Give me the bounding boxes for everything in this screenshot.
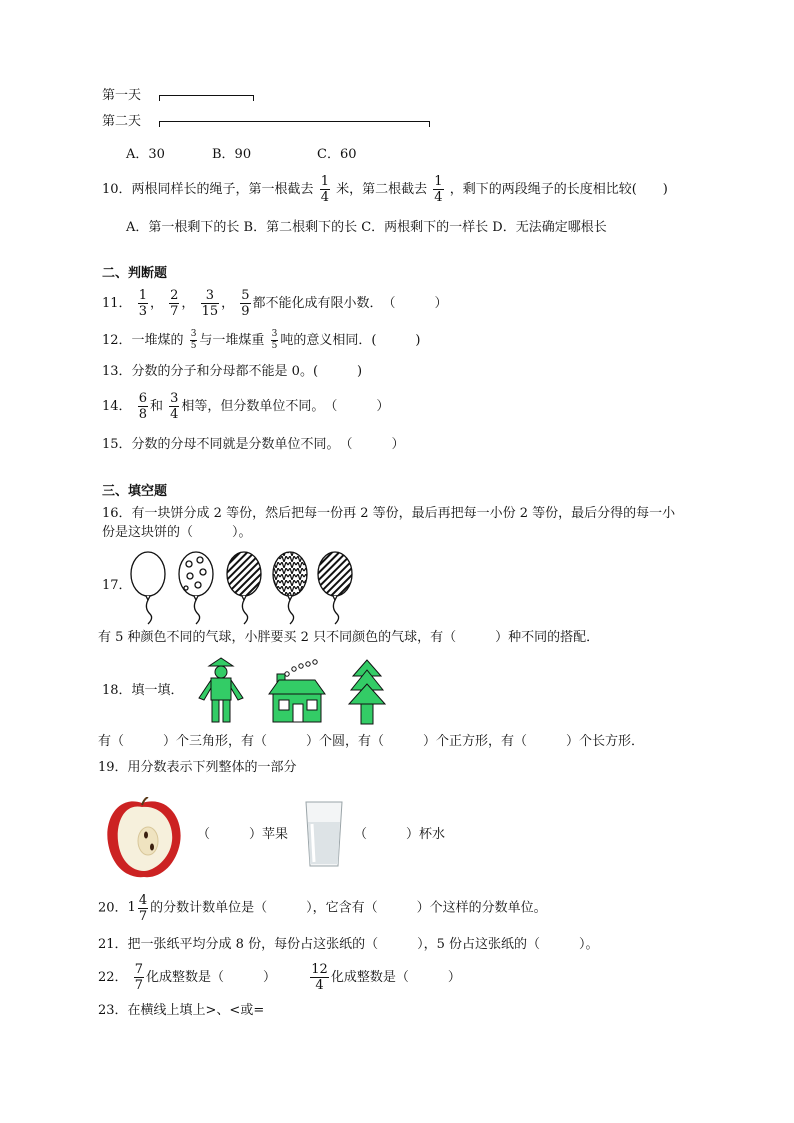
question-19-title: 19．用分数表示下列整体的一部分 — [98, 760, 297, 775]
question-13: 13．分数的分子和分母都不能是 0。( ) — [102, 364, 363, 379]
apple-answer: （ ）苹果 — [197, 827, 289, 842]
question-23: 23．在横线上填上>、<或= — [98, 1003, 265, 1018]
question-18-number: 18．填一填． — [102, 683, 184, 698]
q9-option-c: C．60 — [317, 147, 357, 162]
q9-option-a: A．30 — [126, 147, 165, 162]
question-17-number: 17． — [102, 578, 132, 593]
section-title-judgement: 二、判断题 — [102, 266, 168, 281]
day2-label: 第二天 — [102, 114, 142, 129]
balloon-hatched-icon — [318, 552, 352, 624]
fraction: $\frac{1}{4}$ — [434, 174, 443, 205]
question-16-line1: 16．有一块饼分成 2 等份，然后把每一份再 2 等份，最后再把每一小份 2 等份，最后分得的每一小 — [102, 506, 676, 521]
balloons-image — [128, 550, 358, 625]
glass-of-water-image — [304, 800, 344, 870]
q9-option-b: B．90 — [212, 147, 252, 162]
section-title-fill: 三、填空题 — [102, 484, 168, 499]
balloon-zigzag-icon — [273, 552, 307, 624]
robot-figure-icon — [199, 658, 243, 722]
day2-bar — [159, 121, 429, 122]
cup-answer: （ ）杯水 — [354, 827, 446, 842]
day1-bar — [159, 95, 253, 96]
question-18-text: 有（ ）个三角形，有（ ）个圆，有（ ）个正方形，有（ ）个长方形． — [98, 734, 645, 749]
balloon-striped-icon — [227, 552, 261, 624]
shapes-image — [195, 654, 390, 728]
balloon-dots-icon — [179, 552, 213, 624]
fraction: $\frac{1}{4}$ — [320, 174, 329, 205]
question-10-options: A．第一根剩下的长 B．第二根剩下的长 C．两根剩下的一样长 D．无法确定哪根长 — [126, 220, 607, 235]
question-11: 11． $\frac{1}{3}$ ， $\frac{2}{7}$ ， $\frac{3}{15}$ ， $\frac{5}{9}$ 都不能化成有限小数． （ ） — [102, 288, 448, 319]
day1-label: 第一天 — [102, 88, 142, 103]
question-16-line2: 份是这块饼的（ ）。 — [102, 525, 252, 540]
question-15: 15．分数的分母不同就是分数单位不同。 （ ） — [102, 437, 405, 452]
question-17-text: 有 5 种颜色不同的气球，小胖要买 2 只不同颜色的气球，有（ ）种不同的搭配． — [98, 630, 600, 645]
question-22: 22． $\frac{7}{7}$ 化成整数是（ ） $\frac{12}{4}$ 化成整数是（ ） — [98, 962, 461, 993]
tree-icon — [349, 660, 385, 724]
balloon-icon — [131, 552, 165, 624]
question-12: 12．一堆煤的 $\frac{3}{5}$ 与一堆煤重 $\frac{3}{5}$ 吨的意义相同．( ) — [102, 329, 421, 351]
question-10: 10．两根同样长的绳子，第一根截去 $\frac{1}{4}$ 米，第二根截去 $\frac{1}{4}$ ，剩下的两段绳子的长度相比较( ) — [102, 174, 668, 205]
house-icon — [269, 660, 325, 722]
question-20: 20． 1 $\frac{4}{7}$ 的分数计数单位是（ ），它含有（ ）个这样的分数单位。 — [98, 892, 547, 924]
question-14: 14． $\frac{6}{8}$ 和 $\frac{3}{4}$ 相等，但分数单位不同。 （ ） — [102, 391, 390, 422]
apple-image — [104, 797, 184, 881]
question-21: 21．把一张纸平均分成 8 份，每份占这张纸的（ ），5 份占这张纸的（ ）。 — [98, 937, 599, 952]
